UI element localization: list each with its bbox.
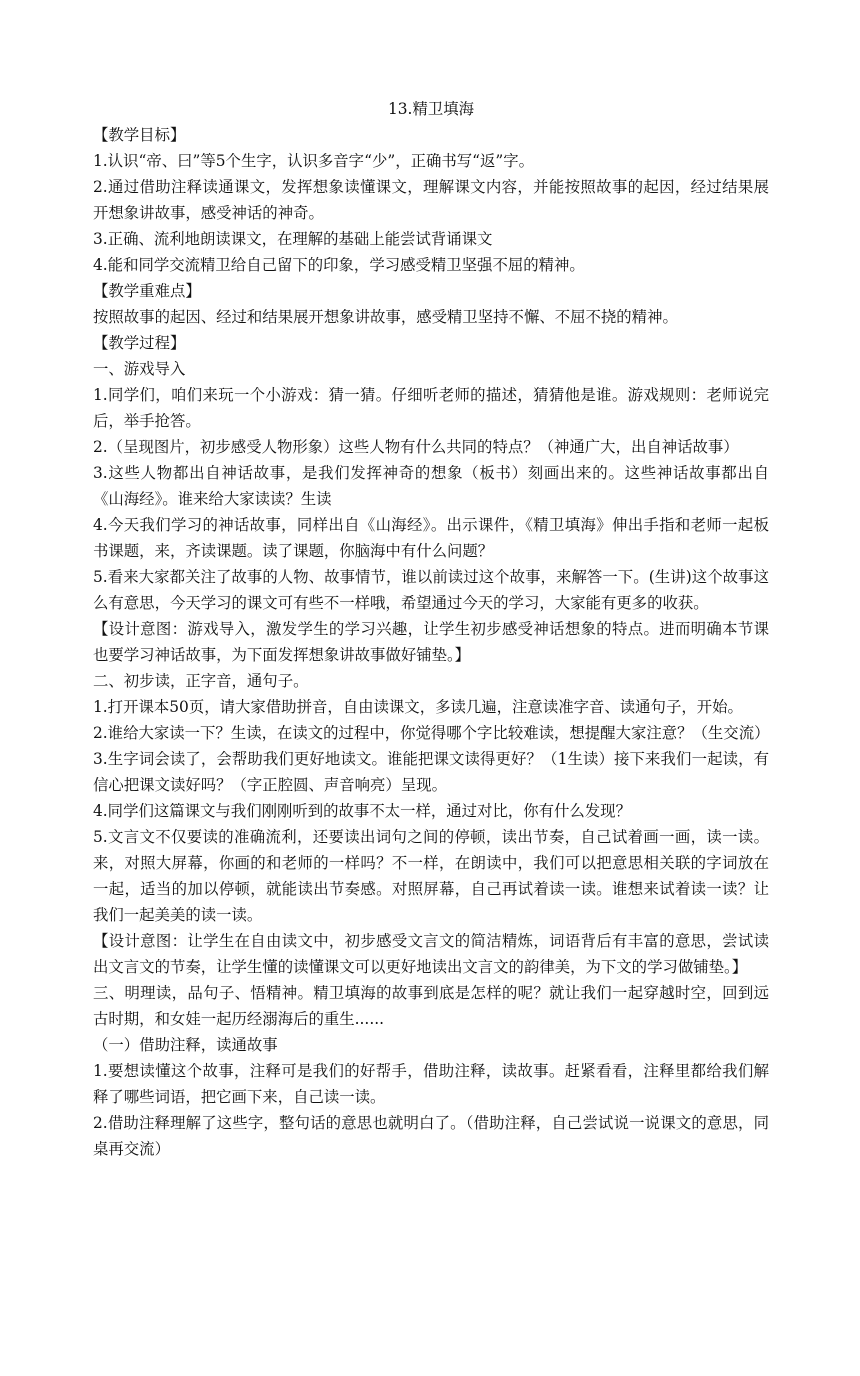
- section-1-step-4: 4.今天我们学习的神话故事，同样出自《山海经》。出示课件，《精卫填海》伸出手指和老师一起板书课题，来，齐读课题。读了课题，你脑海中有什么问题？: [93, 516, 769, 560]
- document-title: 13.精卫填海: [387, 100, 475, 118]
- section-2-step-1: 1.打开课本50页，请大家借助拼音，自由读课文，多读几遍，注意读准字音、读通句子，开始。: [93, 698, 743, 716]
- heading-teaching-objectives: 【教学目标】: [93, 126, 186, 144]
- section-2-step-4: 4.同学们这篇课文与我们刚刚听到的故事不太一样，通过对比，你有什么发现？: [93, 802, 631, 820]
- section-1-step-3: 3.这些人物都出自神话故事，是我们发挥神奇的想象（板书）刻画出来的。这些神话故事都出自《山海经》。谁来给大家读读？生读: [93, 464, 769, 508]
- section-2-heading: 二、初步读，正字音，通句子。: [93, 672, 309, 690]
- objective-1: 1.认识“帝、曰”等5个生字，认识多音字“少”，正确书写“返”字。: [93, 152, 535, 170]
- section-2-step-5: 5.文言文不仅要读的准确流利，还要读出词句之间的停顿，读出节奏，自己试着画一画，读一读。来，对照大屏幕，你画的和老师的一样吗？不一样，在朗读中，我们可以把意思相关联的字词放在一起，适当的加以停顿，就能读出节奏感。对照屏幕，自己再试着读一读。谁想来试着读一读？让我们一起美美的读一读。: [93, 828, 769, 924]
- subsection-1-heading: （一）借助注释，读通故事: [93, 1036, 278, 1054]
- heading-teaching-process: 【教学过程】: [93, 334, 186, 352]
- key-difficulties-text: 按照故事的起因、经过和结果展开想象讲故事，感受精卫坚持不懈、不屈不挠的精神。: [93, 308, 678, 326]
- section-3-heading: 三、明理读，品句子、悟精神。精卫填海的故事到底是怎样的呢？就让我们一起穿越时空，回到远古时期，和女娃一起历经溺海后的重生......: [93, 984, 769, 1028]
- objective-4: 4.能和同学交流精卫给自己留下的印象，学习感受精卫坚强不屈的精神。: [93, 256, 585, 274]
- document-body: [93, 96, 769, 1162]
- design-intent-2: 【设计意图：让学生在自由读文中，初步感受文言文的简洁精炼，词语背后有丰富的意思，尝试读出文言文的节奏，让学生懂的读懂课文可以更好地读出文言文的韵律美，为下文的学习做铺垫。】: [93, 932, 769, 976]
- objective-3: 3.正确、流利地朗读课文，在理解的基础上能尝试背诵课文: [93, 230, 493, 248]
- subsection-1-step-2: 2.借助注释理解了这些字，整句话的意思也就明白了。（借助注释，自己尝试说一说课文的意思，同桌再交流）: [93, 1114, 769, 1158]
- section-1-step-5: 5.看来大家都关注了故事的人物、故事情节，谁以前读过这个故事，来解答一下。(生讲)这个故事这么有意思，今天学习的课文可有些不一样哦，希望通过今天的学习，大家能有更多的收获。: [93, 568, 769, 612]
- section-2-step-2: 2.谁给大家读一下？生读，在读文的过程中，你觉得哪个字比较难读，想提醒大家注意？（生交流）: [93, 724, 770, 742]
- design-intent-1: 【设计意图：游戏导入，激发学生的学习兴趣，让学生初步感受神话想象的特点。进而明确本节课也要学习神话故事，为下面发挥想象讲故事做好铺垫。】: [93, 620, 769, 664]
- section-1-step-2: 2.（呈现图片，初步感受人物形象）这些人物有什么共同的特点？（神通广大，出自神话故事）: [93, 438, 739, 456]
- section-1-heading: 一、游戏导入: [93, 360, 186, 378]
- heading-key-difficulties: 【教学重难点】: [93, 282, 201, 300]
- section-1-step-1: 1.同学们，咱们来玩一个小游戏：猜一猜。仔细听老师的描述，猜猜他是谁。游戏规则：老师说完后，举手抢答。: [93, 386, 769, 430]
- section-2-step-3: 3.生字词会读了，会帮助我们更好地读文。谁能把课文读得更好？（1生读）接下来我们一起读，有信心把课文读好吗？（字正腔圆、声音响亮）呈现。: [93, 750, 769, 794]
- subsection-1-step-1: 1.要想读懂这个故事，注释可是我们的好帮手，借助注释，读故事。赶紧看看，注释里都给我们解释了哪些词语，把它画下来，自己读一读。: [93, 1062, 769, 1106]
- objective-2: 2.通过借助注释读通课文，发挥想象读懂课文，理解课文内容，并能按照故事的起因，经过结果展开想象讲故事，感受神话的神奇。: [93, 178, 769, 222]
